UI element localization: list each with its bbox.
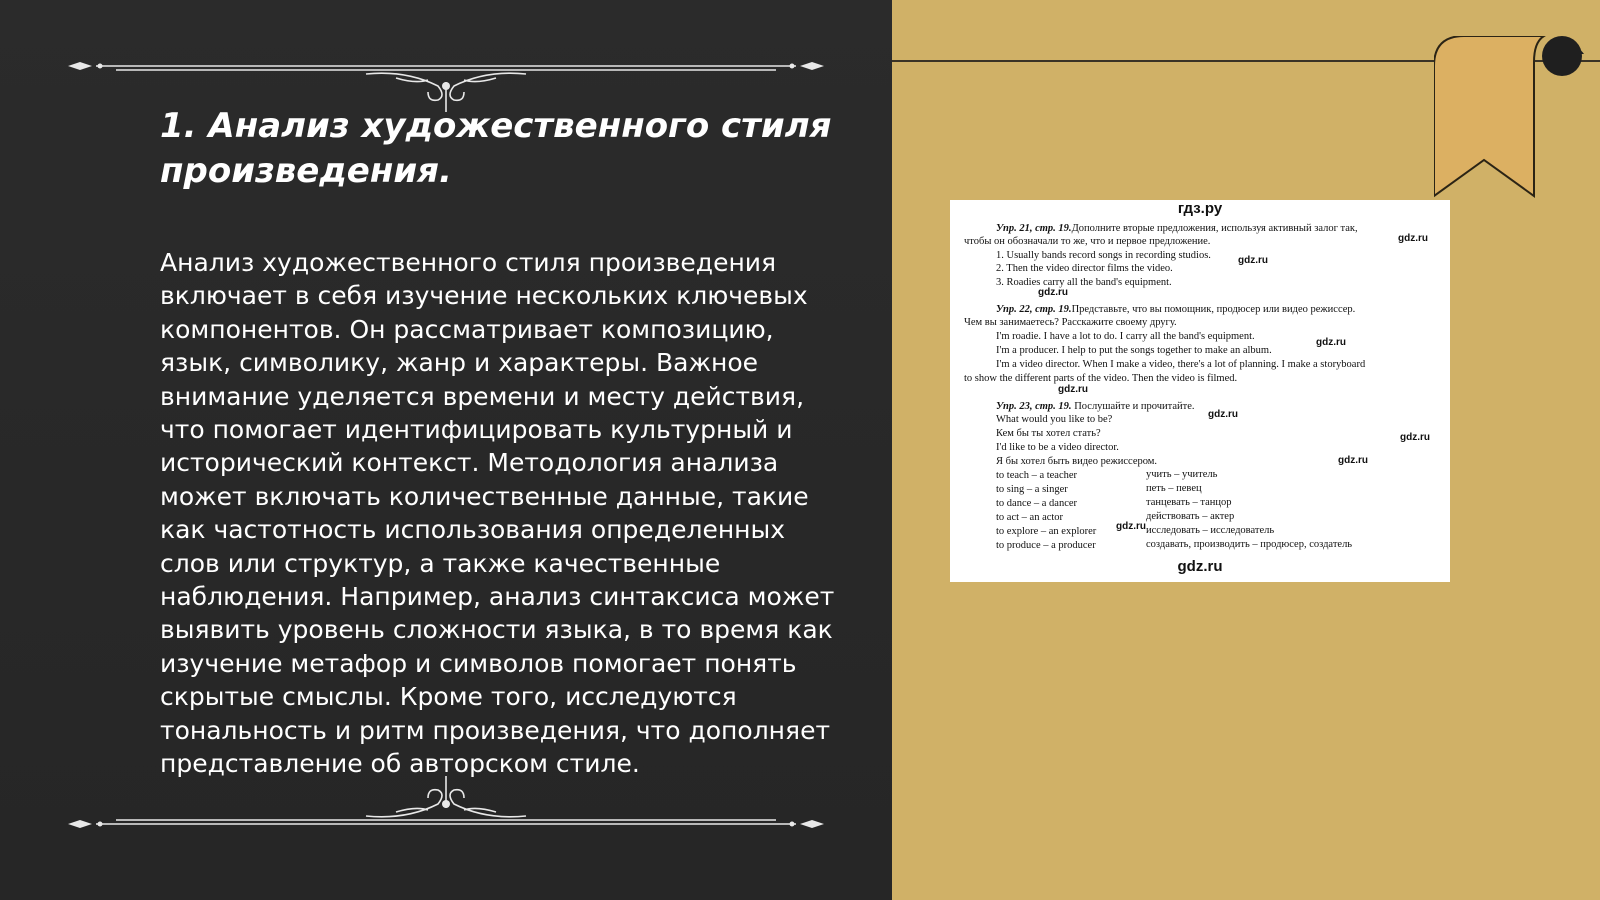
ex22-item: to show the different parts of the video. Then the video is filmed. [964,373,1238,384]
ex22-item: I'm roadie. I have a lot to do. I carry all the band's equipment. [996,331,1255,342]
watermark: gdz.ru [1400,432,1430,443]
ex23-line: I'd like to be a video director. [996,442,1119,453]
watermark: gdz.ru [1398,233,1428,244]
vocab-en: to produce – a producer [996,540,1096,551]
ex21-item: 3. Roadies carry all the band's equipment. [996,277,1172,288]
ex22-item: I'm a producer. I help to put the songs together to make an album. [996,345,1272,356]
ex22-heading-line2: Чем вы занимаетесь? Расскажите своему другу. [964,317,1177,328]
watermark: gdz.ru [1238,255,1268,266]
vocab-en: to dance – a dancer [996,498,1078,509]
vocab-ru: учить – учитель [1146,469,1218,480]
ex21-heading: Упр. 21, стр. 19.Дополните вторые предложения, используя активный залог так, [996,223,1358,234]
watermark: gdz.ru [1058,384,1088,395]
ex23-line: Кем бы ты хотел стать? [996,428,1101,439]
bookmark-ribbon-icon [1434,36,1584,200]
vocab-en: to sing – a singer [996,484,1068,495]
ex22-heading: Упр. 22, стр. 19.Представьте, что вы помощник, продюсер или видео режиссер. [996,304,1356,315]
slide-body-text: Анализ художественного стиля произведения включает в себя изучение нескольких ключевых компонентов. Он рассматривает композицию, язык, символику, жанр и характеры. Важное внимание уделяется времени и месту действия, что помогает идентифицировать культурный и исторический контекст. Методология анализа может включать количественные данные, такие как частотность использования определенных слов или структур, а также качественные наблюдения. Например, анализ синтаксиса может выявить уровень сложности языка, в то время как изучение метафор и символов помогает понять скрытые смыслы. Кроме того, исследуются тональность и ритм произведения, что дополняет представление об авторском стиле. [160,248,835,779]
vocab-ru: танцевать – танцор [1146,497,1232,508]
vocab-ru: исследовать – исследователь [1146,525,1275,536]
watermark: gdz.ru [1316,337,1346,348]
ex23-heading: Упр. 23, стр. 19. Послушайте и прочитайте. [996,401,1195,412]
ex21-heading-line2: чтобы он обозначали то же, что и первое предложение. [964,236,1211,247]
vocab-ru: действовать – актер [1146,511,1235,522]
homework-document-image [950,200,1450,582]
vocab-en: to act – an actor [996,512,1064,523]
bottom-ornament-divider-icon [66,772,826,832]
ex23-line: Я бы хотел быть видео режиссером. [996,456,1158,467]
ex23-line: What would you like to be? [996,414,1113,425]
vocab-ru: создавать, производить – продюсер, создатель [1146,539,1353,550]
document-footer: gdz.ru [1177,558,1223,575]
watermark: gdz.ru [1208,409,1238,420]
watermark: gdz.ru [1116,521,1146,532]
watermark: gdz.ru [1038,287,1068,298]
slide-title: 1. Анализ художественного стиля произведения. [160,106,832,191]
ex21-item: 1. Usually bands record songs in recording studios. [996,250,1211,261]
vocab-ru: петь – певец [1146,483,1202,494]
vocab-en: to teach – a teacher [996,470,1078,481]
ex21-item: 2. Then the video director films the video. [996,263,1173,274]
document-header: гдз.ру [1177,200,1223,217]
vocab-en: to explore – an explorer [996,526,1097,537]
ex22-item: I'm a video director. When I make a video, there's a lot of planning. I make a storyboard [996,359,1366,370]
watermark: gdz.ru [1338,455,1368,466]
